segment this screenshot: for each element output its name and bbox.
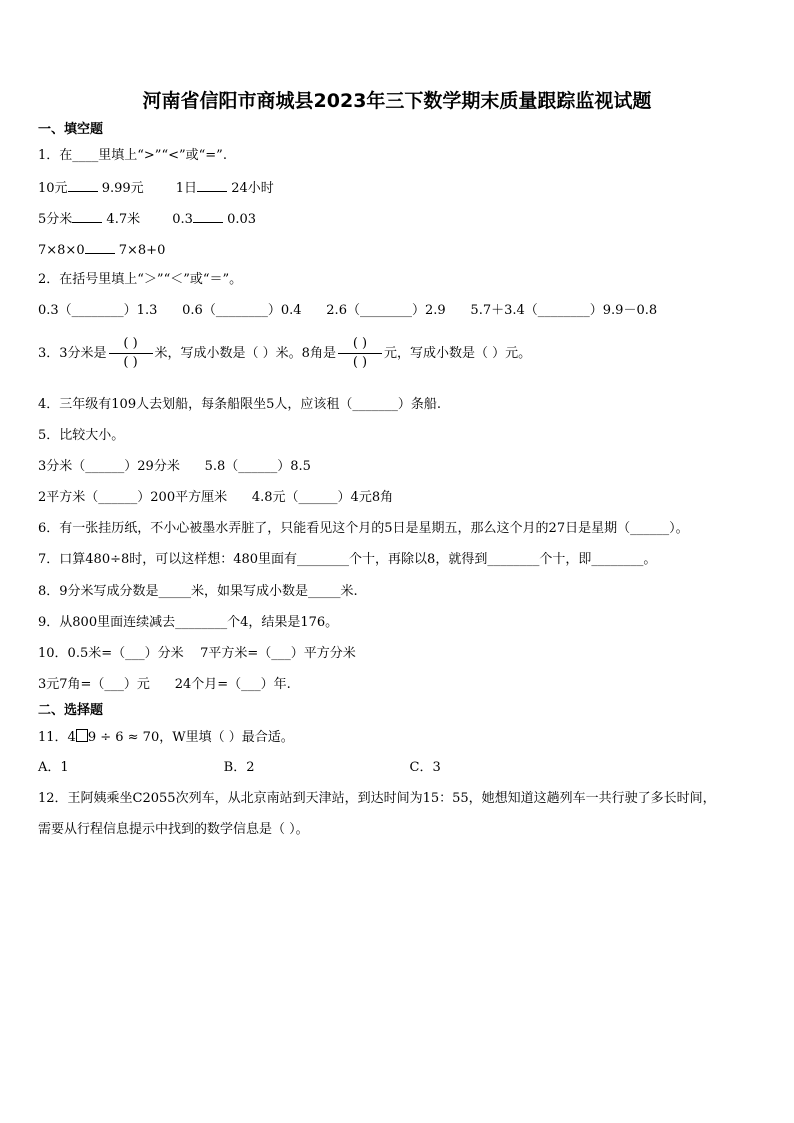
fraction-numerator: ( ) — [352, 336, 368, 351]
q1-item: 0.03 — [227, 212, 257, 227]
fraction-blank[interactable] — [109, 335, 153, 372]
q3-text: 3．3分米是 — [38, 346, 107, 361]
q3-text: 元，写成小数是（ ）元。 — [383, 346, 532, 361]
question-1-row-3 — [38, 241, 165, 259]
question-11-options — [38, 760, 441, 776]
q1-item: 1日 — [175, 181, 198, 196]
question-12-line-1: 12．王阿姨乘坐C2055次列车，从北京南站到天津站，到达时间为15：55，她想知道这趟列车一共行驶了多长时间， — [38, 791, 716, 806]
question-1-stem: 1．在____里填上“>”“<”或“=”. — [38, 148, 227, 163]
option-c[interactable]: C．3 — [409, 760, 441, 775]
section-heading-choice: 二、选择题 — [38, 703, 104, 718]
q1-item: 5分米 — [38, 212, 73, 227]
answer-blank[interactable] — [68, 179, 98, 192]
fraction-blank[interactable] — [338, 335, 382, 372]
question-1-row-2 — [38, 210, 256, 228]
question-9: 9．从800里面连续减去________个4，结果是176。 — [38, 615, 339, 630]
fraction-denominator: ( ) — [352, 355, 368, 370]
fraction-numerator: ( ) — [123, 336, 138, 351]
option-b[interactable]: B．2 — [223, 760, 255, 775]
question-10-row-2: 3元7角=（___）元 24个月=（___）年. — [38, 677, 291, 692]
q11-expr-part: 9 ÷ 6 ≈ 70 — [87, 730, 160, 745]
blank-box-icon[interactable] — [76, 729, 88, 742]
question-5-stem: 5．比较大小。 — [38, 428, 125, 443]
q11-expr-part: 4 — [67, 730, 76, 745]
question-8: 8．9分米写成分数是_____米，如果写成小数是_____米. — [38, 584, 358, 599]
question-2-row: 0.3（________）1.3 0.6（________）0.4 2.6（________）2.9 5.7＋3.4（________）9.9－0.8 — [38, 303, 658, 318]
q1-item: 9.99元 — [101, 181, 144, 196]
q1-item: 24小时 — [231, 181, 274, 196]
page-title: 河南省信阳市商城县2023年三下数学期末质量跟踪监视试题 — [142, 90, 652, 112]
q11-number: 11． — [38, 730, 68, 745]
question-4: 4．三年级有109人去划船，每条船限坐5人，应该租（_______）条船. — [38, 397, 441, 412]
fraction-denominator: ( ) — [123, 355, 138, 370]
option-a[interactable]: A．1 — [38, 760, 69, 775]
question-6: 6．有一张挂历纸，不小心被墨水弄脏了，只能看见这个月的5日是星期五，那么这个月的27日是星期（______）。 — [38, 521, 689, 536]
q1-item: 0.3 — [172, 212, 193, 227]
answer-blank[interactable] — [72, 210, 102, 223]
question-12-line-2: 需要从行程信息提示中找到的数学信息是（ ）。 — [38, 822, 309, 837]
q3-text: 米，写成小数是（ ）米。8角是 — [154, 346, 336, 361]
question-5-row-2: 2平方米（______）200平方厘米 4.8元（______）4元8角 — [38, 490, 394, 505]
question-10-row-1: 10．0.5米=（___）分米 7平方米=（___）平方分米 — [38, 646, 356, 661]
question-2-stem: 2．在括号里填上“＞”“＜”或“＝”。 — [38, 272, 243, 287]
q1-item: 10元 — [38, 181, 68, 196]
question-7: 7．口算480÷8时，可以这样想：480里面有________个十，再除以8，就得到________个十，即________。 — [38, 552, 657, 567]
q1-item: 7×8×0 — [38, 243, 85, 258]
answer-blank[interactable] — [85, 241, 115, 254]
q1-item: 7×8+0 — [118, 243, 166, 258]
q11-text: ，W里填（ ）最合适。 — [159, 730, 294, 745]
question-1-row-1 — [38, 179, 274, 197]
answer-blank[interactable] — [197, 179, 227, 192]
section-heading-fill-blank: 一、填空题 — [38, 122, 104, 137]
answer-blank[interactable] — [193, 210, 223, 223]
q1-item: 4.7米 — [106, 212, 141, 227]
question-11 — [38, 729, 294, 746]
question-5-row-1: 3分米（______）29分米 5.8（______）8.5 — [38, 459, 311, 474]
question-3 — [38, 334, 531, 374]
